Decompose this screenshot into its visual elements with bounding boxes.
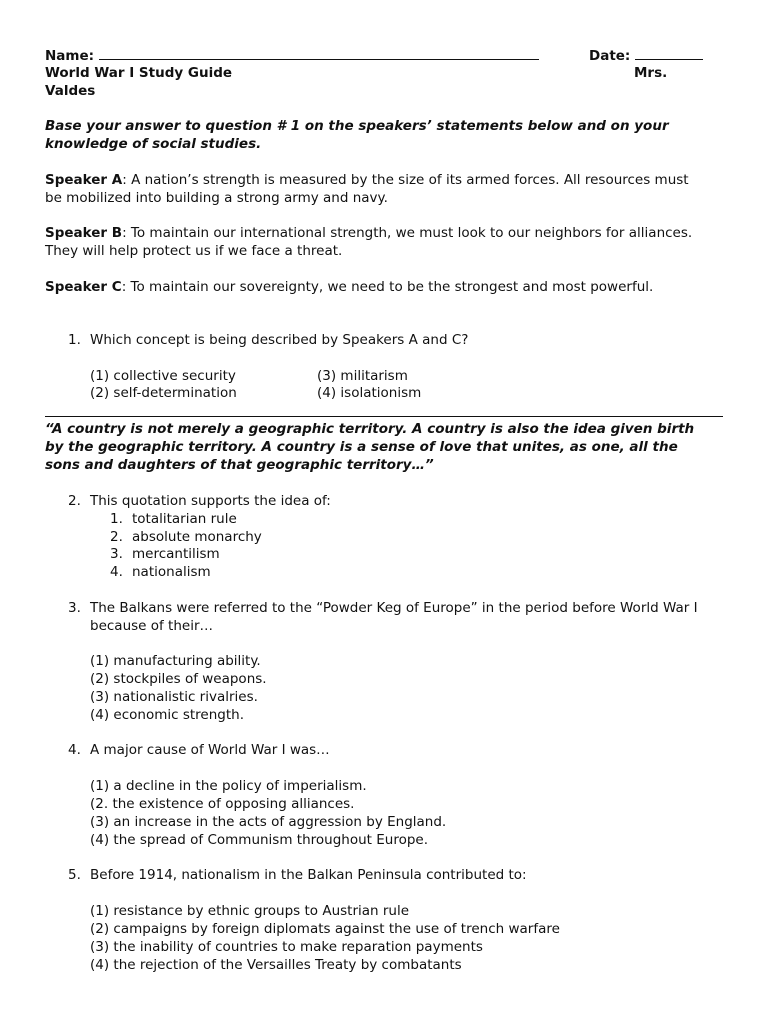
q2-option-1-num: 1. bbox=[110, 511, 123, 527]
question-3-text: The Balkans were referred to the “Powder Keg of Europe” in the period before World War I bbox=[90, 600, 698, 616]
q5-option-2: (2) campaigns by foreign diplomats against the use of trench warfare bbox=[90, 921, 560, 937]
q2-option-2-num: 2. bbox=[110, 529, 123, 545]
q4-option-3: (3) an increase in the acts of aggression by England. bbox=[90, 814, 447, 830]
q1-option-4: (4) isolationism bbox=[317, 385, 422, 401]
question-4-text: A major cause of World War I was… bbox=[90, 742, 330, 758]
speaker-a-text: : A nation’s strength is measured by the size of its armed forces. All resources must bbox=[122, 172, 689, 188]
q4-option-2: (2. the existence of opposing alliances. bbox=[90, 796, 355, 812]
question-5-number: 5. bbox=[68, 867, 81, 883]
date-label: Date: bbox=[589, 48, 631, 64]
speaker-c-text: : To maintain our sovereignty, we need to be the strongest and most powerful. bbox=[121, 279, 654, 295]
quote-line-1: “A country is not merely a geographic territory. A country is also the idea given birth bbox=[45, 421, 695, 437]
q1-option-2: (2) self-determination bbox=[90, 385, 237, 401]
instruction-line-1: Base your answer to question # 1 on the speakers’ statements below and on your bbox=[45, 118, 669, 134]
q5-option-4: (4) the rejection of the Versailles Treaty by combatants bbox=[90, 957, 462, 973]
quote-line-2: by the geographic territory. A country is a sense of love that unites, as one, all the bbox=[45, 439, 678, 455]
question-1-number: 1. bbox=[68, 332, 81, 348]
q2-option-3-num: 3. bbox=[110, 546, 123, 562]
q2-option-2: absolute monarchy bbox=[132, 529, 262, 545]
q1-option-3: (3) militarism bbox=[317, 368, 408, 384]
question-2-number: 2. bbox=[68, 493, 81, 509]
teacher-name: Valdes bbox=[45, 83, 96, 99]
question-3-number: 3. bbox=[68, 600, 81, 616]
q3-option-4: (4) economic strength. bbox=[90, 707, 244, 723]
q5-option-1: (1) resistance by ethnic groups to Austrian rule bbox=[90, 903, 410, 919]
q4-option-1: (1) a decline in the policy of imperialism. bbox=[90, 778, 367, 794]
q3-option-3: (3) nationalistic rivalries. bbox=[90, 689, 258, 705]
speaker-a-text-cont: be mobilized into building a strong army and navy. bbox=[45, 190, 388, 206]
date-blank[interactable] bbox=[635, 46, 703, 60]
speaker-b-text: : To maintain our international strength, we must look to our neighbors for alliances. bbox=[122, 225, 693, 241]
teacher-prefix: Mrs. bbox=[634, 65, 668, 81]
name-label: Name: bbox=[45, 48, 95, 64]
speaker-b bbox=[45, 224, 692, 242]
question-2-text: This quotation supports the idea of: bbox=[90, 493, 331, 509]
speaker-a bbox=[45, 171, 689, 189]
speaker-a-label: Speaker A bbox=[45, 172, 123, 188]
q2-option-1: totalitarian rule bbox=[132, 511, 237, 527]
q3-option-2: (2) stockpiles of weapons. bbox=[90, 671, 267, 687]
q5-option-3: (3) the inability of countries to make reparation payments bbox=[90, 939, 483, 955]
quote-line-3: sons and daughters of that geographic territory…” bbox=[45, 457, 434, 473]
q2-option-4: nationalism bbox=[132, 564, 211, 580]
instruction-line-2: knowledge of social studies. bbox=[45, 136, 262, 152]
q1-option-1: (1) collective security bbox=[90, 368, 236, 384]
speaker-b-text-cont: They will help protect us if we face a threat. bbox=[45, 243, 343, 259]
question-3-text-cont: because of their… bbox=[90, 618, 214, 634]
date-field[interactable] bbox=[589, 46, 703, 65]
question-1-text: Which concept is being described by Speakers A and C? bbox=[90, 332, 469, 348]
q2-option-3: mercantilism bbox=[132, 546, 220, 562]
name-field[interactable] bbox=[45, 46, 539, 65]
speaker-c-label: Speaker C bbox=[45, 279, 122, 295]
speaker-b-label: Speaker B bbox=[45, 225, 123, 241]
section-divider bbox=[45, 416, 723, 417]
question-4-number: 4. bbox=[68, 742, 81, 758]
name-blank[interactable] bbox=[99, 46, 539, 60]
q3-option-1: (1) manufacturing ability. bbox=[90, 653, 261, 669]
question-5-text: Before 1914, nationalism in the Balkan Peninsula contributed to: bbox=[90, 867, 527, 883]
speaker-c bbox=[45, 278, 653, 296]
q2-option-4-num: 4. bbox=[110, 564, 123, 580]
page-title: World War I Study Guide bbox=[45, 65, 233, 81]
q4-option-4: (4) the spread of Communism throughout Europe. bbox=[90, 832, 428, 848]
